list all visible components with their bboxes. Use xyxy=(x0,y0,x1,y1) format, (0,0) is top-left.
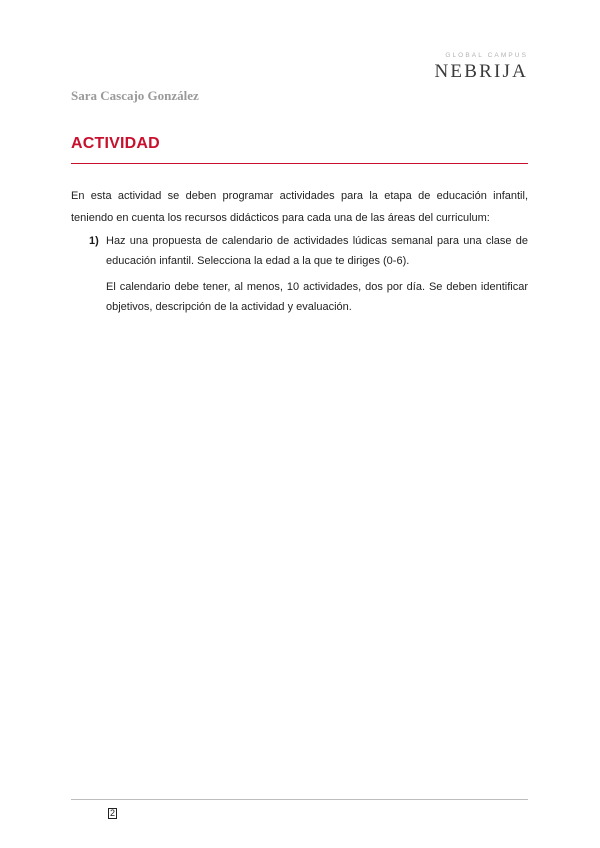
list-item-paragraph: Haz una propuesta de calendario de actividades lúdicas semanal para una clase de educación infantil. Selecciona la edad a la que te diriges (0-6). xyxy=(106,235,528,267)
intro-paragraph: En esta actividad se deben programar actividades para la etapa de educación infantil, teniendo en cuenta los recursos didácticos para cada una de las áreas del curriculum: xyxy=(71,190,528,224)
logo-subtitle: GLOBAL CAMPUS xyxy=(445,52,528,59)
footer-divider xyxy=(71,799,528,800)
page-number: 2 xyxy=(110,808,116,818)
list-item-body xyxy=(106,231,528,323)
author-name: Sara Cascajo González xyxy=(71,88,199,103)
list-item-paragraph: El calendario debe tener, al menos, 10 actividades, dos por día. Se deben identificar objetivos, descripción de la actividad y evaluación. xyxy=(106,281,528,313)
section-title: ACTIVIDAD xyxy=(71,135,160,152)
title-divider xyxy=(71,163,528,164)
list-item-number: 1) xyxy=(89,235,99,247)
logo-wordmark: NEBRIJA xyxy=(434,61,528,82)
nebrija-logo xyxy=(428,52,528,82)
